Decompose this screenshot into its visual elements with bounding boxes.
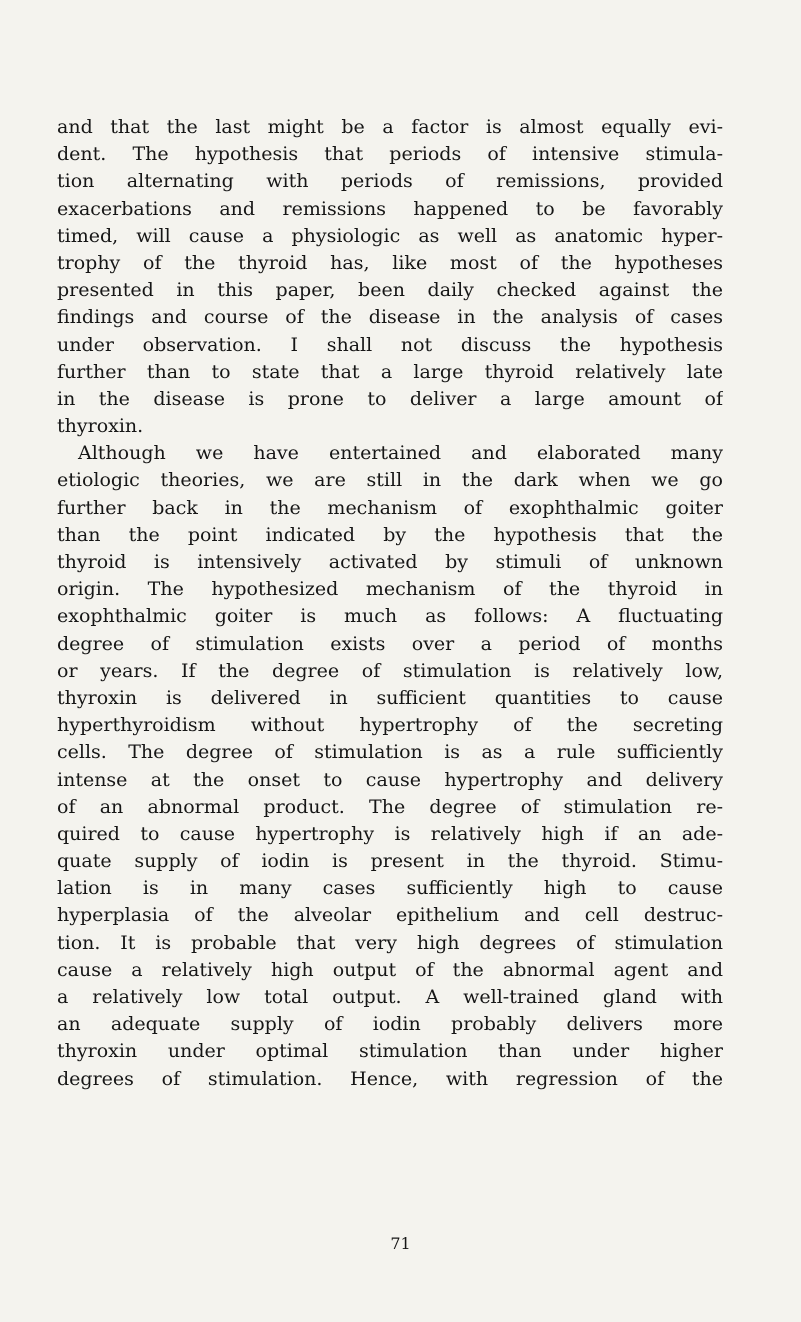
text-line: tion. It is probable that very high degrees of stimulation: [57, 931, 723, 954]
text-line: than the point indicated by the hypothesis that the: [57, 523, 723, 546]
text-line: further back in the mechanism of exophthalmic goiter: [57, 496, 723, 519]
text-line: hyperplasia of the alveolar epithelium and cell destruc-: [57, 904, 723, 927]
text-line: lation is in many cases sufficiently high to cause: [57, 877, 723, 900]
paragraph-1: [57, 114, 723, 440]
text-line: exacerbations and remissions happened to be favorably: [57, 197, 723, 220]
text-line: a relatively low total output. A well-trained gland with: [57, 986, 723, 1008]
text-line: thyroxin.: [57, 415, 144, 438]
text-line: of an abnormal product. The degree of stimulation re-: [57, 795, 723, 818]
text-line: thyroxin is delivered in sufficient quantities to cause: [57, 686, 723, 709]
text-line: thyroid is intensively activated by stimuli of unknown: [57, 551, 723, 573]
body-text: [57, 114, 723, 1093]
text-line: dent. The hypothesis that periods of intensive stimula-: [57, 143, 723, 166]
page-number: 71: [390, 1234, 411, 1253]
text-line: intense at the onset to cause hypertrophy and delivery: [57, 768, 723, 791]
text-line: further than to state that a large thyroid relatively late: [57, 360, 723, 383]
text-line: in the disease is prone to deliver a large amount of: [57, 387, 723, 410]
text-line: presented in this paper, been daily checked against the: [57, 279, 723, 302]
text-line: cells. The degree of stimulation is as a rule sufficiently: [57, 741, 723, 764]
text-line: degree of stimulation exists over a period of months: [57, 632, 723, 655]
text-line: and that the last might be a factor is almost equally evi-: [57, 116, 723, 138]
text-line: degrees of stimulation. Hence, with regression of the: [57, 1067, 723, 1090]
text-line: under observation. I shall not discuss the hypothesis: [57, 333, 723, 356]
text-line: Although we have entertained and elaborated many: [78, 442, 723, 465]
text-line: or years. If the degree of stimulation is relatively low,: [57, 659, 723, 682]
text-line: quate supply of iodin is present in the thyroid. Stimu-: [57, 850, 723, 873]
text-line: findings and course of the disease in the analysis of cases: [57, 306, 723, 329]
paragraph-2: [57, 440, 723, 1093]
text-line: thyroxin under optimal stimulation than under higher: [57, 1040, 723, 1063]
text-line: hyperthyroidism without hypertrophy of the secreting: [57, 714, 723, 737]
text-line: tion alternating with periods of remissions, provided: [57, 170, 723, 193]
text-line: etiologic theories, we are still in the dark when we go: [57, 469, 723, 492]
text-line: timed, will cause a physiologic as well as anatomic hyper-: [57, 224, 723, 247]
text-line: quired to cause hypertrophy is relatively high if an ade-: [57, 822, 723, 845]
text-line: cause a relatively high output of the abnormal agent and: [57, 958, 723, 981]
text-line: trophy of the thyroid has, like most of the hypotheses: [57, 251, 723, 274]
text-line: origin. The hypothesized mechanism of the thyroid in: [57, 578, 723, 601]
text-line: exophthalmic goiter is much as follows: A fluctuating: [57, 605, 723, 628]
text-line: an adequate supply of iodin probably delivers more: [57, 1013, 723, 1036]
